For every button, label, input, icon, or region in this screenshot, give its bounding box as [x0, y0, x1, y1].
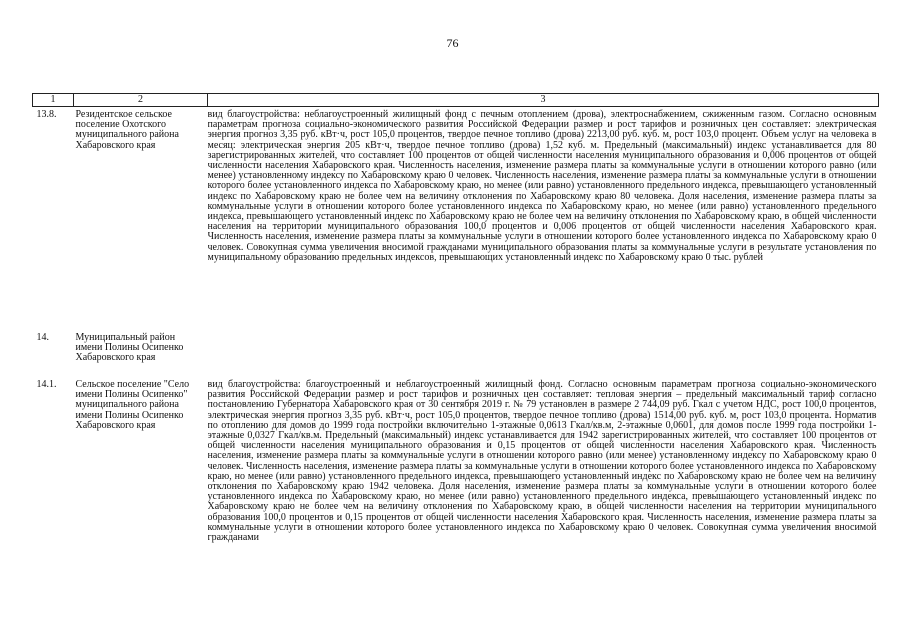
row-description: вид благоустройства: неблагоустроенный жилищный фонд с печным отоплением (дрова), электроснабжением, сжиженным газом. Согласно основным параметрам прогноза социально-экономического развития Российской Федерации размер и рост тарифов и розничных цен составляет: электрическая энергия прогноз 3,35 руб. кВт·ч, рост 105,0 процентов, твердое печное топливо (дрова) 2213,00 руб. куб. м, рост 103,0 процент. Объем услуг на человека в месяц: электрическая энергия 205 кВт·ч, твердое печное топливо (дрова) 1,52 куб. м. Предельный (максимальный) индекс устанавливается для 80 зарегистрированных жителей, что составляет 100 процентов от общей численности населения муниципального образования и 0,006 процентов от общей численности населения Хабаровского края. Численность населения, изменение размера платы за коммунальные услуги в отношении которого равно (или менее) установленному индексу по Хабаровскому краю 0 человек. Численность населения, изменение размера платы за коммунальные услуги в отношении которого более установленного индекса по Хабаровскому краю, но менее (или равно) установленного предельного индекса, превышающего установленный индекс по Хабаровскому краю не более чем на величину отклонения по Хабаровскому краю 80 человека. Доля населения, изменение размера платы за коммунальные услуги в отношении которого более установленного индекса по Хабаровскому краю, но менее (или равно) установленного предельного индекса, превышающего установленный индекс по Хабаровскому краю не более чем на величину отклонения по Хабаровскому краю, в общей численности населения на территории муниципального образования 100,0 процентов и 0,006 процентов от общей численности населения Хабаровского края. Численность населения, изменение размера платы за коммунальные услуги в отношении которого более установленного индекса по Хабаровскому краю 0 человек. Совокупная сумма увеличения вносимой гражданами муниципального образования платы за коммунальные услуги в результате установления по муниципальному образованию предельных индексов, превышающих установленный индекс по Хабаровскому краю 0 тыс. рублей	[207, 109, 877, 263]
row-number: 14.	[36, 332, 49, 343]
table-row	[33, 107, 879, 330]
municipality-name: Резидентское сельское поселение Охотского муниципального района Хабаровского края	[75, 109, 179, 151]
column-number-3: 3	[208, 94, 879, 107]
municipality-name: Сельское поселение "Село имени Полины Осипенко" муниципального района имени Полины Осипенко Хабаровского края	[75, 379, 190, 431]
tariff-table	[32, 93, 879, 600]
municipality-name: Муниципальный район имени Полины Осипенко Хабаровского края	[75, 332, 184, 364]
page-number: 76	[446, 36, 459, 50]
table-row	[33, 329, 879, 376]
row-description	[208, 329, 879, 376]
row-number: 13.8.	[36, 109, 57, 120]
column-number-1: 1	[33, 94, 74, 107]
column-number-2: 2	[74, 94, 208, 107]
column-number-row	[33, 94, 879, 107]
row-description: вид благоустройства: благоустроенный и неблагоустроенный жилищный фонд. Согласно основным параметрам прогноза социально-экономического развития Российской Федерации размер и рост тарифов и розничных цен составляет: тепловая энергия – предельный максимальный тариф согласно постановлению Губернатора Хабаровского края от 30 сентября 2019 г. № 79 установлен в размере 2 744,09 руб. Гкал с учетом НДС, рост 100,0 процентов, электрическая энергия прогноз 3,35 руб. кВт·ч, рост 105,0 процентов, твердое печное топливо (дрова) 1514,00 руб. куб. м, рост 103,0 процента. Норматив по отоплению для домов до 1999 года постройки включительно 1-этажные 0,0613 Гкал/кв.м, 2-этажные 0,0601, для домов после 1999 года постройки 1-этажные 0,0327 Гкал/кв.м. Предельный (максимальный) индекс устанавливается для 1942 зарегистрированных жителей, что составляет 100 процентов от общей численности населения муниципального образования и 0,15 процентов от общей численности населения Хабаровского края. Численность населения, изменение размера платы за коммунальные услуги в отношении которого равно (или менее) установленному индексу по Хабаровскому краю 0 человек. Численность населения, изменение размера платы за коммунальные услуги в отношении которого более установленного индекса по Хабаровскому краю, но менее (или равно) установленного предельного индекса, превышающего установленный индекс по Хабаровскому краю не более чем на величину отклонения по Хабаровскому краю 1942 человека. Доля населения, изменение размера платы за коммунальные услуги в отношении которого более установленного индекса по Хабаровскому краю, но менее (или равно) установленного предельного индекса, превышающего установленный индекс по Хабаровскому краю не более чем на величину отклонения по Хабаровскому краю, в общей численности населения на территории муниципального образования 100,0 процентов и 0,15 процентов от общей численности населения Хабаровского края. Численность населения, изменение размера платы за коммунальные услуги в отношении которого более установленного индекса по Хабаровскому краю 0 человек. Совокупная сумма увеличения вносимой гражданами	[207, 379, 877, 544]
table-row	[33, 376, 879, 600]
row-number: 14.1.	[36, 379, 57, 390]
